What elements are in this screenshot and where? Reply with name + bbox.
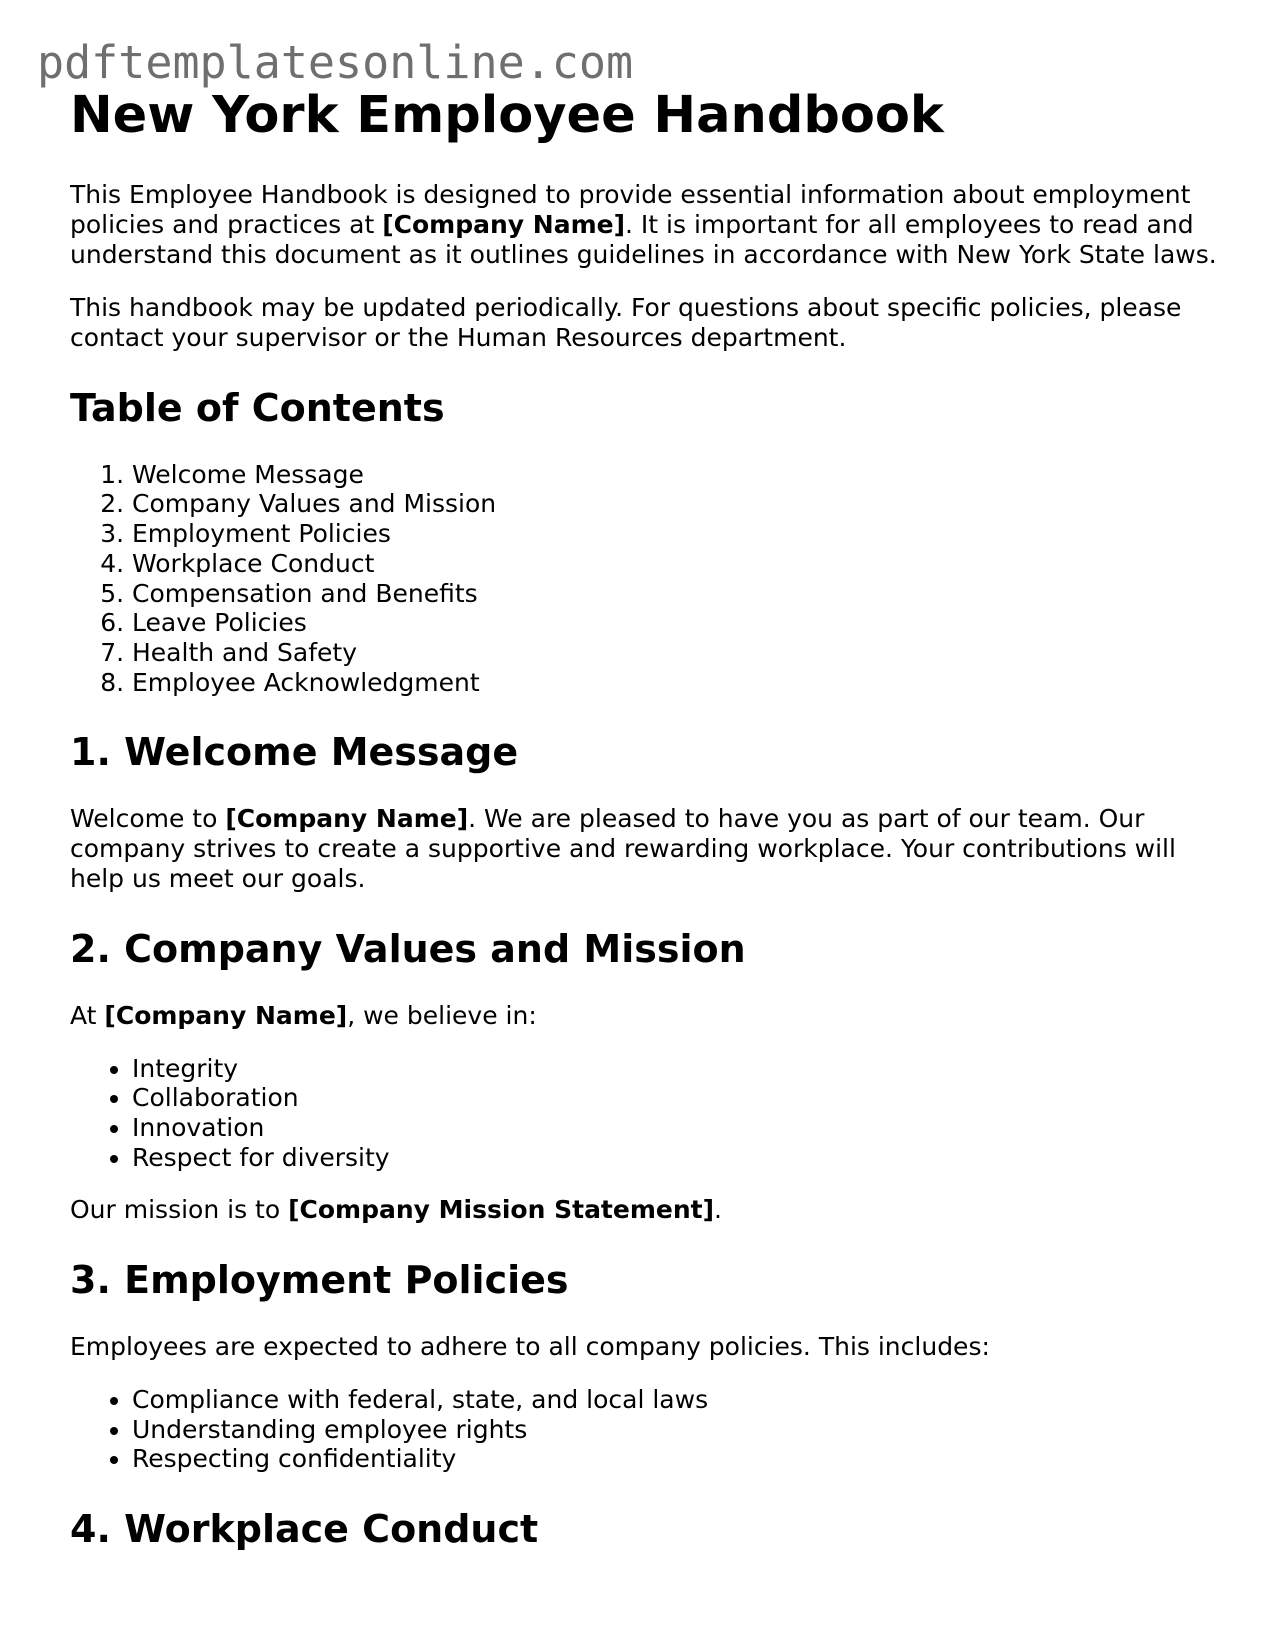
intro-paragraph-1: This Employee Handbook is designed to provide essential information about employment policies and practices at [Company Name]. It is important for all employees to read and understand this document as it outlines guidelines in accordance with New York State laws. xyxy=(70,180,1217,270)
mission-placeholder: [Company Mission Statement] xyxy=(288,1195,715,1225)
policies-heading: 3. Employment Policies xyxy=(70,1258,569,1303)
toc-item-values: 2. Company Values and Mission xyxy=(132,489,1220,519)
company-name-placeholder: [Company Name] xyxy=(104,1000,348,1030)
mission-paragraph: Our mission is to [Company Mission Statement]. xyxy=(70,1195,722,1225)
policies-list xyxy=(70,1385,1220,1474)
intro-paragraph-2: This handbook may be updated periodically. For questions about specific policies, please contact your supervisor or the Human Resources department. xyxy=(70,293,1182,353)
values-list xyxy=(70,1054,1220,1173)
watermark-text: pdftemplatesonline.com xyxy=(37,36,634,89)
toc-item-policies: 3. Employment Policies xyxy=(132,519,1220,549)
values-item: • Innovation xyxy=(132,1113,1220,1143)
page-title: New York Employee Handbook xyxy=(70,86,944,145)
toc-list xyxy=(70,460,1220,698)
document-page xyxy=(70,85,1220,1581)
toc-item-welcome: 1. Welcome Message xyxy=(132,460,1220,490)
values-item: • Collaboration xyxy=(132,1083,1220,1113)
company-name-placeholder: [Company Name] xyxy=(382,210,626,240)
values-intro: At [Company Name], we believe in: xyxy=(70,1000,537,1030)
values-item: • Respect for diversity xyxy=(132,1143,1220,1173)
toc-item-acknowledgment: 8. Employee Acknowledgment xyxy=(132,668,1220,698)
values-heading: 2. Company Values and Mission xyxy=(70,927,746,971)
toc-item-health: 7. Health and Safety xyxy=(132,638,1220,668)
policies-item: • Respecting confidentiality xyxy=(132,1444,1220,1474)
conduct-heading: 4. Workplace Conduct xyxy=(70,1507,539,1552)
welcome-paragraph: Welcome to [Company Name]. We are pleased to have you as part of our team. Our company strives to create a supportive and rewarding workplace. Your contributions will help us meet our goals. xyxy=(70,804,1176,893)
policies-intro: Employees are expected to adhere to all company policies. This includes: xyxy=(70,1332,990,1361)
toc-item-leave: 6. Leave Policies xyxy=(132,608,1220,638)
values-item: • Integrity xyxy=(132,1054,1220,1084)
policies-item: • Understanding employee rights xyxy=(132,1415,1220,1445)
toc-item-compensation: 5. Compensation and Benefits xyxy=(132,579,1220,609)
policies-item: • Compliance with federal, state, and local laws xyxy=(132,1385,1220,1415)
welcome-heading: 1. Welcome Message xyxy=(70,730,519,775)
company-name-placeholder: [Company Name] xyxy=(225,804,469,833)
toc-heading: Table of Contents xyxy=(70,386,445,431)
toc-item-conduct: 4. Workplace Conduct xyxy=(132,549,1220,579)
